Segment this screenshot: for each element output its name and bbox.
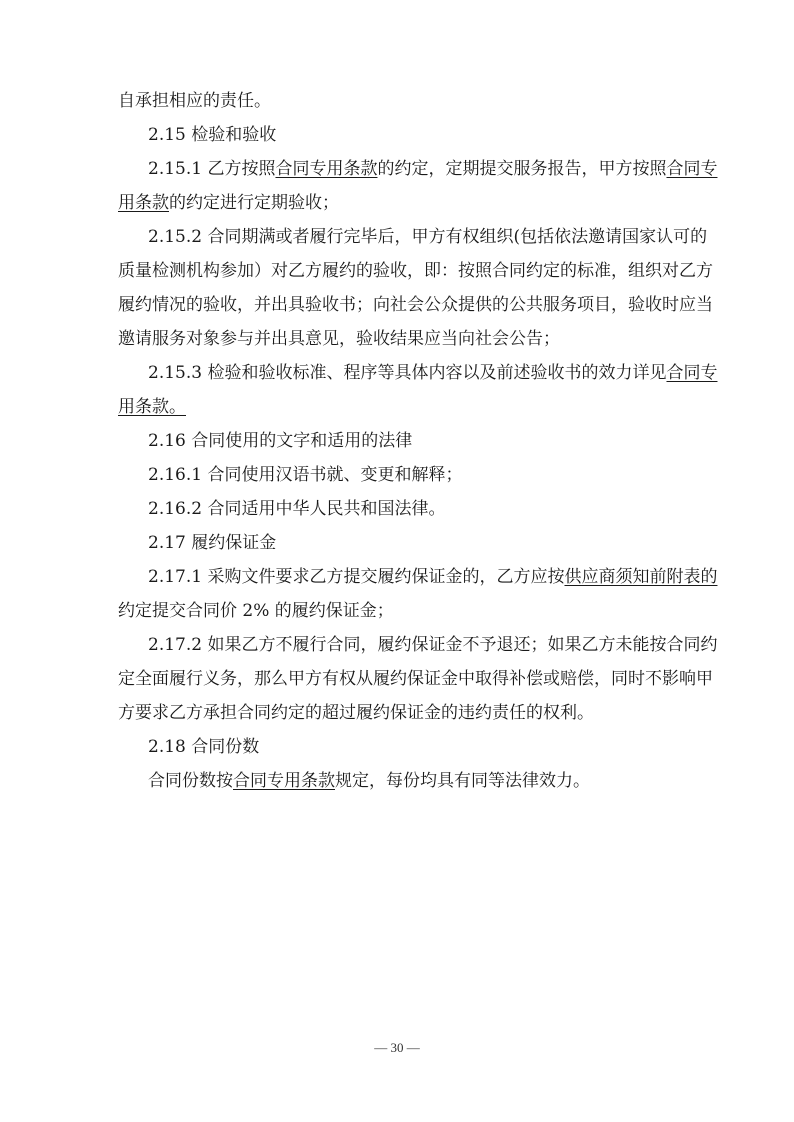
text-run: 2.16.2 合同适用中华人民共和国法律。 bbox=[148, 499, 446, 519]
text-run: 方要求乙方承担合同约定的超过履约保证金的违约责任的权利。 bbox=[118, 703, 594, 723]
underlined-term: 合同专 bbox=[666, 363, 718, 383]
underlined-term: 合同专用条款 bbox=[275, 159, 378, 179]
text-line bbox=[118, 730, 680, 764]
underlined-term: 合同专用条款 bbox=[233, 771, 335, 791]
text-line bbox=[118, 764, 680, 798]
text-line bbox=[118, 696, 680, 730]
text-run: 规定，每份均具有同等法律效力。 bbox=[335, 771, 590, 791]
text-line bbox=[118, 118, 680, 152]
text-line bbox=[118, 458, 680, 492]
text-run: 的约定，定期提交服务报告，甲方按照 bbox=[377, 159, 667, 179]
text-run: 2.16.1 合同使用汉语书就、变更和解释； bbox=[148, 465, 463, 485]
text-line bbox=[118, 526, 680, 560]
text-run: 合同份数按 bbox=[148, 771, 233, 791]
body-text bbox=[118, 84, 718, 798]
text-line bbox=[118, 220, 708, 254]
text-line bbox=[118, 186, 680, 220]
text-run: 定全面履行义务，那么甲方有权从履约保证金中取得补偿或赔偿，同时不影响甲 bbox=[118, 669, 713, 689]
text-line bbox=[118, 424, 680, 458]
text-line bbox=[118, 254, 713, 288]
text-run: 2.15.3 检验和验收标准、程序等具体内容以及前述验收书的效力详见 bbox=[148, 363, 667, 383]
text-run: 质量检测机构参加）对乙方履约的验收，即：按照合同约定的标准，组织对乙方 bbox=[118, 261, 713, 281]
text-run: 2.17.1 采购文件要求乙方提交履约保证金的，乙方应按 bbox=[148, 567, 565, 587]
text-run: 自承担相应的责任。 bbox=[118, 91, 271, 111]
text-line bbox=[118, 662, 713, 696]
text-line bbox=[118, 84, 680, 118]
text-run: 邀请服务对象参与并出具意见，验收结果应当向社会公告； bbox=[118, 329, 560, 349]
text-line bbox=[118, 492, 680, 526]
underlined-term: 合同专 bbox=[666, 159, 718, 179]
text-line bbox=[118, 152, 718, 186]
text-run: 2.15.1 乙方按照 bbox=[148, 159, 276, 179]
underlined-term: 用条款。 bbox=[118, 397, 186, 417]
text-run: 2.16 合同使用的文字和适用的法律 bbox=[148, 431, 413, 451]
text-run: 2.17.2 如果乙方不履行合同，履约保证金不予退还；如果乙方未能按合同约 bbox=[148, 635, 718, 655]
text-line bbox=[118, 288, 713, 322]
underlined-term: 用条款 bbox=[118, 193, 169, 213]
text-run: 2.15.2 合同期满或者履行完毕后，甲方有权组织(包括依法邀请国家认可的 bbox=[148, 227, 708, 247]
text-run: 2.17 履约保证金 bbox=[148, 533, 277, 553]
text-run: 2.15 检验和验收 bbox=[148, 125, 277, 145]
text-run: 履约情况的验收，并出具验收书；向社会公众提供的公共服务项目，验收时应当 bbox=[118, 295, 713, 315]
text-run: 2.18 合同份数 bbox=[148, 737, 260, 757]
text-run: 的约定进行定期验收； bbox=[169, 193, 339, 213]
text-line bbox=[118, 322, 680, 356]
text-line bbox=[118, 628, 718, 662]
text-run: 约定提交合同价 2% 的履约保证金； bbox=[118, 601, 394, 621]
text-line bbox=[118, 390, 680, 424]
underlined-term: 供应商须知前附表的 bbox=[564, 567, 718, 587]
text-line bbox=[118, 594, 680, 628]
text-line bbox=[118, 356, 718, 390]
text-line bbox=[118, 560, 718, 594]
page-number: — 30 — bbox=[374, 1040, 420, 1055]
